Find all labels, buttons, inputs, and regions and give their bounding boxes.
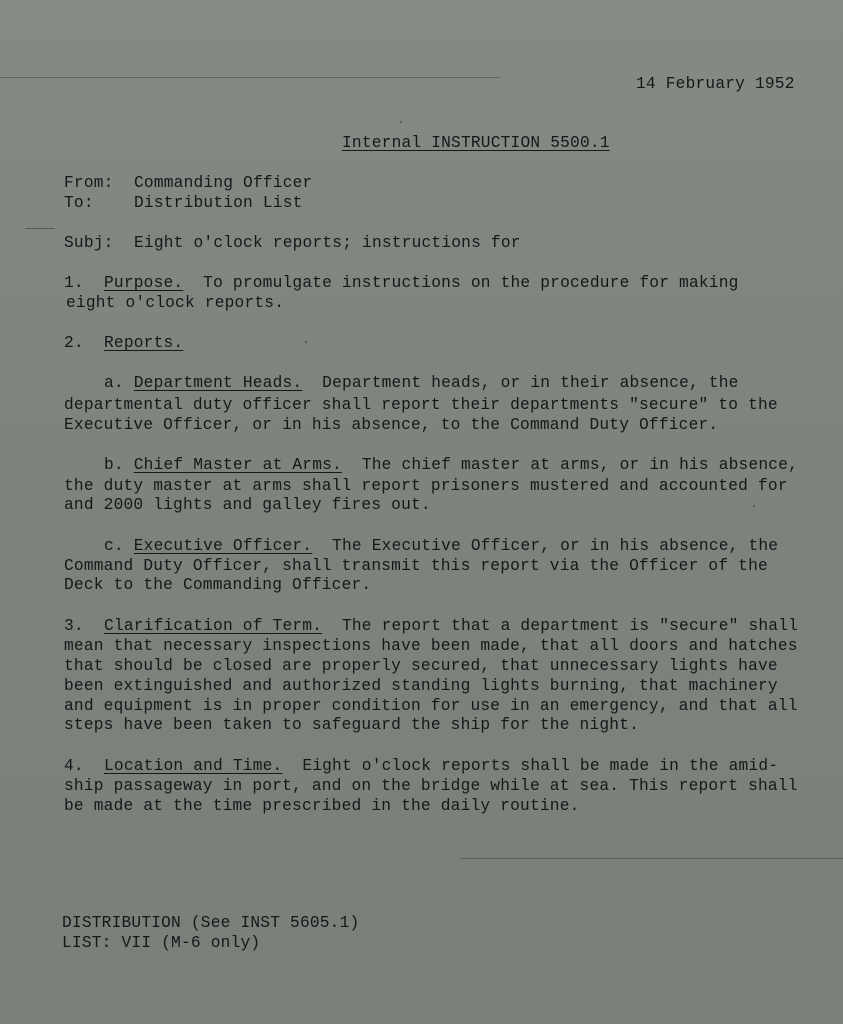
section-heading: Reports.	[104, 334, 184, 352]
section-1-line-2: eight o'clock reports.	[66, 294, 285, 312]
subsection-heading: Chief Master at Arms.	[133, 456, 342, 474]
section-3-line-6: steps have been taken to safeguard the ship for the night.	[64, 716, 640, 734]
top-rule	[0, 77, 500, 78]
section-3-line-5: and equipment is in proper condition for use in an emergency, and that all	[64, 697, 798, 715]
section-3-line-2: mean that necessary inspections have been made, that all doors and hatches	[64, 637, 798, 655]
subj-label: Subj:	[64, 234, 114, 252]
to-label: To:	[64, 194, 94, 212]
paragraph-text: Eight o'clock reports shall be made in the amid-	[302, 757, 779, 775]
document-title	[342, 133, 642, 153]
section-2c-line-1	[104, 536, 804, 556]
title-text: Internal INSTRUCTION 5500.1	[342, 134, 610, 152]
subsection-letter: a.	[104, 374, 124, 392]
section-2a-line-3: Executive Officer, or in his absence, to the Command Duty Officer.	[64, 416, 719, 434]
paragraph-text: To promulgate instructions on the procedure for making	[203, 274, 739, 292]
section-heading: Purpose.	[104, 274, 184, 292]
left-margin-rule	[25, 228, 55, 229]
section-2b-line-2: the duty master at arms shall report prisoners mustered and accounted for	[64, 477, 788, 495]
to-line	[64, 193, 464, 213]
section-number: 1.	[64, 274, 84, 292]
section-1-line-1	[64, 273, 784, 293]
from-label: From:	[64, 174, 114, 192]
section-2a-line-2: departmental duty officer shall report their departments "secure" to the	[64, 396, 778, 414]
distribution-line-1: DISTRIBUTION (See INST 5605.1)	[62, 914, 360, 932]
subsection-heading: Department Heads.	[133, 374, 303, 392]
section-number: 3.	[64, 617, 84, 635]
section-heading: Location and Time.	[104, 757, 283, 775]
subject-line	[64, 233, 664, 253]
paragraph-text: Department heads, or in their absence, the	[322, 374, 739, 392]
section-2a-line-1	[104, 373, 804, 393]
section-heading: Clarification of Term.	[104, 617, 323, 635]
speck	[400, 121, 402, 123]
section-4-line-3: be made at the time prescribed in the daily routine.	[64, 797, 580, 815]
lower-rule	[460, 858, 843, 859]
section-2b-line-3: and 2000 lights and galley fires out.	[64, 496, 431, 514]
section-number: 4.	[64, 757, 84, 775]
section-3-line-4: been extinguished and authorized standing lights burning, that machinery	[64, 677, 778, 695]
section-2c-line-2: Command Duty Officer, shall transmit this report via the Officer of the	[64, 557, 768, 575]
subsection-letter: c.	[104, 537, 124, 555]
paragraph-text: The Executive Officer, or in his absence, the	[332, 537, 779, 555]
section-3-line-1	[64, 616, 834, 636]
section-3-line-3: that should be closed are properly secured, that unnecessary lights have	[64, 657, 778, 675]
distribution-line-2: LIST: VII (M-6 only)	[62, 934, 261, 952]
section-2b-line-1	[104, 455, 804, 475]
section-2-heading-line	[64, 333, 464, 353]
paragraph-text: The report that a department is "secure" shall	[341, 617, 799, 635]
subsection-letter: b.	[104, 456, 124, 474]
date: 14 February 1952	[636, 75, 795, 93]
subj-value: Eight o'clock reports; instructions for	[134, 234, 521, 252]
subsection-heading: Executive Officer.	[133, 537, 313, 555]
section-number: 2.	[64, 334, 84, 352]
from-line	[64, 173, 464, 193]
section-2c-line-3: Deck to the Commanding Officer.	[64, 576, 372, 594]
section-4-line-1	[64, 756, 834, 776]
paragraph-text: The chief master at arms, or in his absence,	[361, 456, 799, 474]
to-value: Distribution List	[134, 194, 303, 212]
section-4-line-2: ship passageway in port, and on the bridge while at sea. This report shall	[64, 777, 798, 795]
from-value: Commanding Officer	[134, 174, 313, 192]
